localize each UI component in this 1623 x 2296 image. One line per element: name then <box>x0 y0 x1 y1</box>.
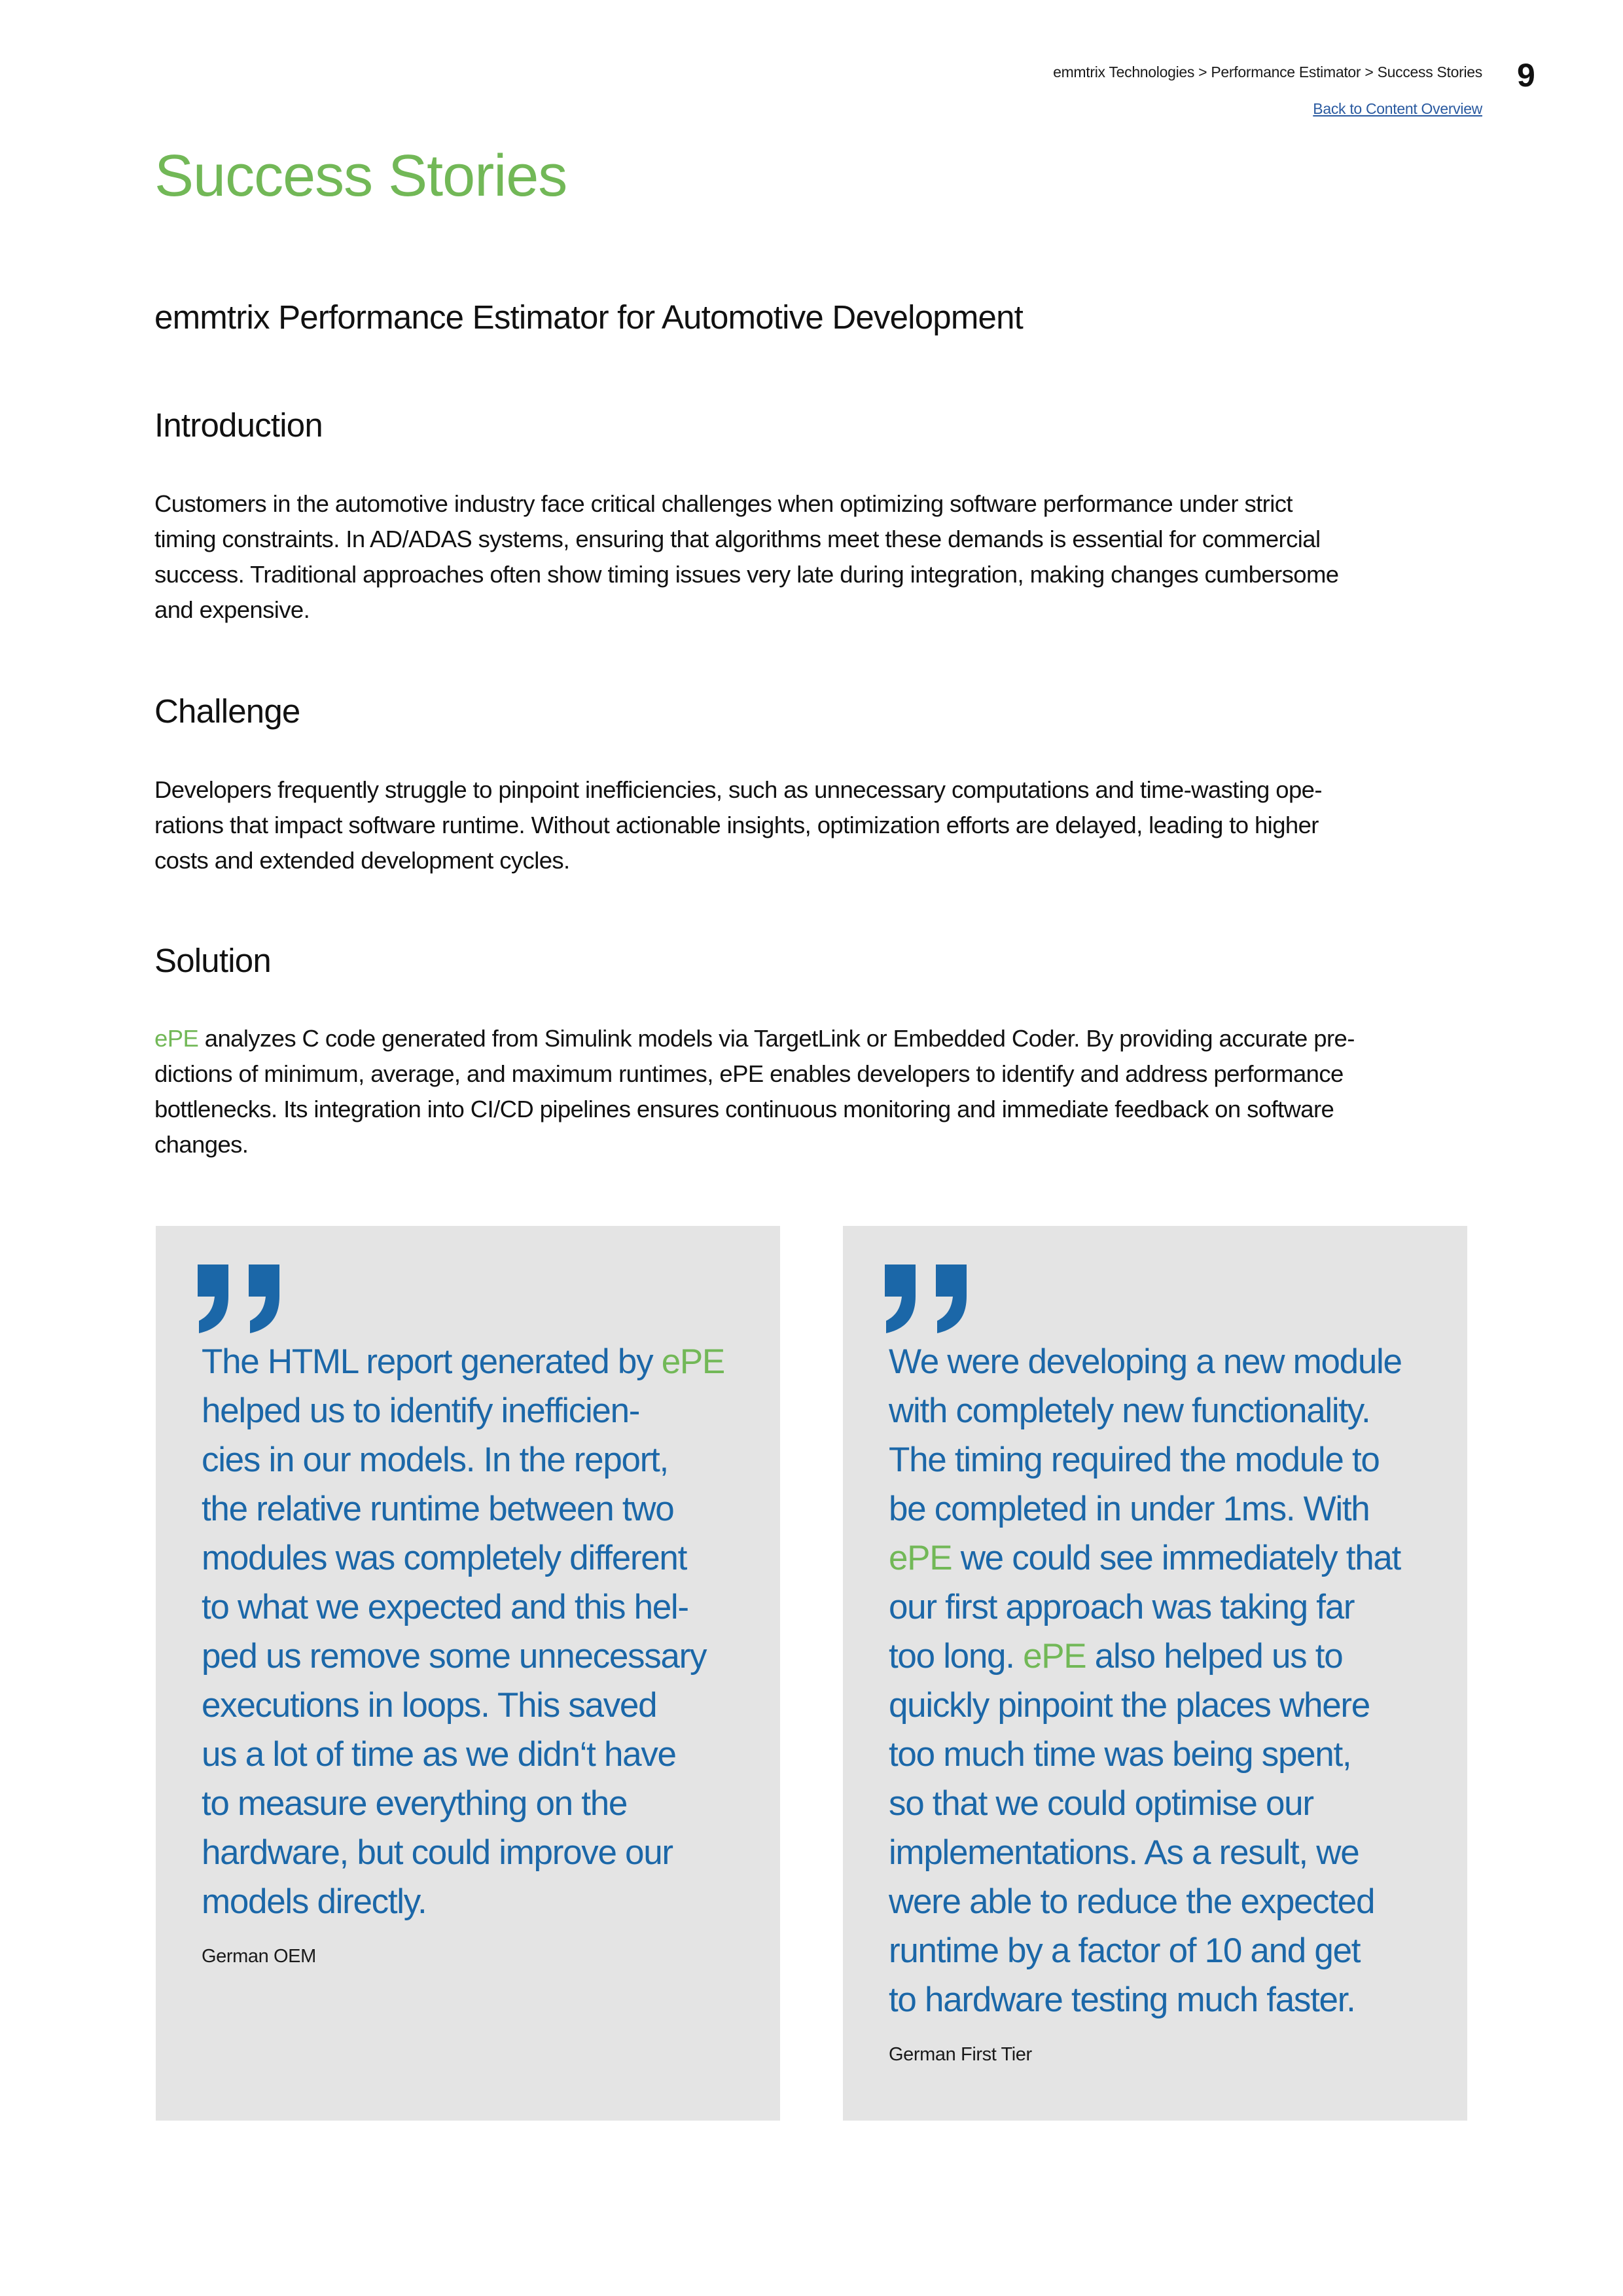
quote-line <box>889 1632 1448 1681</box>
text-line: timing constraints. In AD/ADAS systems, ensuring that algorithms meet these demands is essential for commercial <box>154 526 1321 552</box>
page-number: 9 <box>1517 57 1535 94</box>
quote-line: runtime by a factor of 10 and get <box>889 1931 1361 1970</box>
quote-line: to measure everything on the <box>202 1784 628 1823</box>
text-line: Customers in the automotive industry face critical challenges when optimizing software performance under strict <box>154 490 1293 517</box>
quote-line: models directly. <box>202 1882 427 1921</box>
quote-line: The timing required the module to <box>889 1441 1380 1479</box>
quote-line: be completed in under 1ms. With <box>889 1490 1370 1528</box>
testimonial-source: German First Tier <box>889 2044 1032 2065</box>
testimonial-quote <box>202 1337 760 1926</box>
page-title: Success Stories <box>154 143 567 209</box>
quote-line: ped us remove some unnecessary <box>202 1637 707 1676</box>
text-line: and expensive. <box>154 596 310 623</box>
text-line: rations that impact software runtime. Without actionable insights, optimization efforts are delayed, leading to higher <box>154 812 1319 838</box>
text-line: costs and extended development cycles. <box>154 847 570 874</box>
testimonial-card-german-first-tier <box>843 1226 1467 2121</box>
epe-highlight: ePE <box>1023 1637 1086 1676</box>
quote-line: were able to reduce the expected <box>889 1882 1375 1921</box>
quote-icon <box>885 1265 967 1333</box>
challenge-paragraph <box>154 772 1476 878</box>
quote-line <box>889 1534 1448 1583</box>
challenge-heading: Challenge <box>154 692 300 730</box>
epe-highlight: ePE <box>889 1539 952 1577</box>
quote-line: so that we could optimise our <box>889 1784 1313 1823</box>
quote-line: our first approach was taking far <box>889 1588 1355 1626</box>
quote-line: hardware, but could improve our <box>202 1833 673 1872</box>
quote-line: quickly pinpoint the places where <box>889 1686 1370 1725</box>
text-line: changes. <box>154 1131 249 1158</box>
introduction-heading: Introduction <box>154 406 323 444</box>
text-line: dictions of minimum, average, and maximum runtimes, ePE enables developers to identify and address performance <box>154 1060 1344 1087</box>
text-segment: too long. <box>889 1637 1024 1676</box>
testimonial-quote <box>889 1337 1448 2024</box>
solution-heading: Solution <box>154 942 271 979</box>
quote-line: modules was completely different <box>202 1539 687 1577</box>
testimonial-source: German OEM <box>202 1946 316 1967</box>
text-segment: analyzes C code generated from Simulink models via TargetLink or Embedded Coder. By providing accurate pre- <box>198 1025 1355 1052</box>
text-line <box>154 1021 1476 1056</box>
breadcrumb: emmtrix Technologies > Performance Estimator > Success Stories <box>1053 63 1482 81</box>
quote-line: to hardware testing much faster. <box>889 1981 1355 2019</box>
solution-paragraph <box>154 1021 1476 1162</box>
quote-line: helped us to identify inefficien- <box>202 1391 640 1430</box>
text-line: bottlenecks. Its integration into CI/CD pipelines ensures continuous monitoring and immediate feedback on software <box>154 1096 1334 1122</box>
quote-line: to what we expected and this hel- <box>202 1588 688 1626</box>
back-to-content-overview-link[interactable]: Back to Content Overview <box>1313 100 1482 117</box>
testimonial-card-german-oem <box>156 1226 780 2121</box>
page-subtitle: emmtrix Performance Estimator for Automotive Development <box>154 298 1024 336</box>
quote-icon <box>198 1265 280 1333</box>
epe-highlight: ePE <box>661 1342 724 1381</box>
text-line: Developers frequently struggle to pinpoint inefficiencies, such as unnecessary computations and time-wasting ope- <box>154 776 1322 803</box>
introduction-paragraph <box>154 486 1476 628</box>
quote-line: cies in our models. In the report, <box>202 1441 668 1479</box>
quote-line: us a lot of time as we didn‘t have <box>202 1735 676 1774</box>
text-segment: also helped us to <box>1086 1637 1343 1676</box>
text-segment: The HTML report generated by <box>202 1342 662 1381</box>
epe-highlight: ePE <box>154 1025 199 1052</box>
quote-line <box>202 1337 760 1386</box>
text-line: success. Traditional approaches often show timing issues very late during integration, making changes cumbersome <box>154 561 1339 588</box>
quote-line: We were developing a new module <box>889 1342 1402 1381</box>
text-segment: we could see immediately that <box>952 1539 1400 1577</box>
quote-line: too much time was being spent, <box>889 1735 1351 1774</box>
quote-line: implementations. As a result, we <box>889 1833 1359 1872</box>
quote-line: with completely new functionality. <box>889 1391 1370 1430</box>
quote-line: the relative runtime between two <box>202 1490 674 1528</box>
quote-line: executions in loops. This saved <box>202 1686 657 1725</box>
